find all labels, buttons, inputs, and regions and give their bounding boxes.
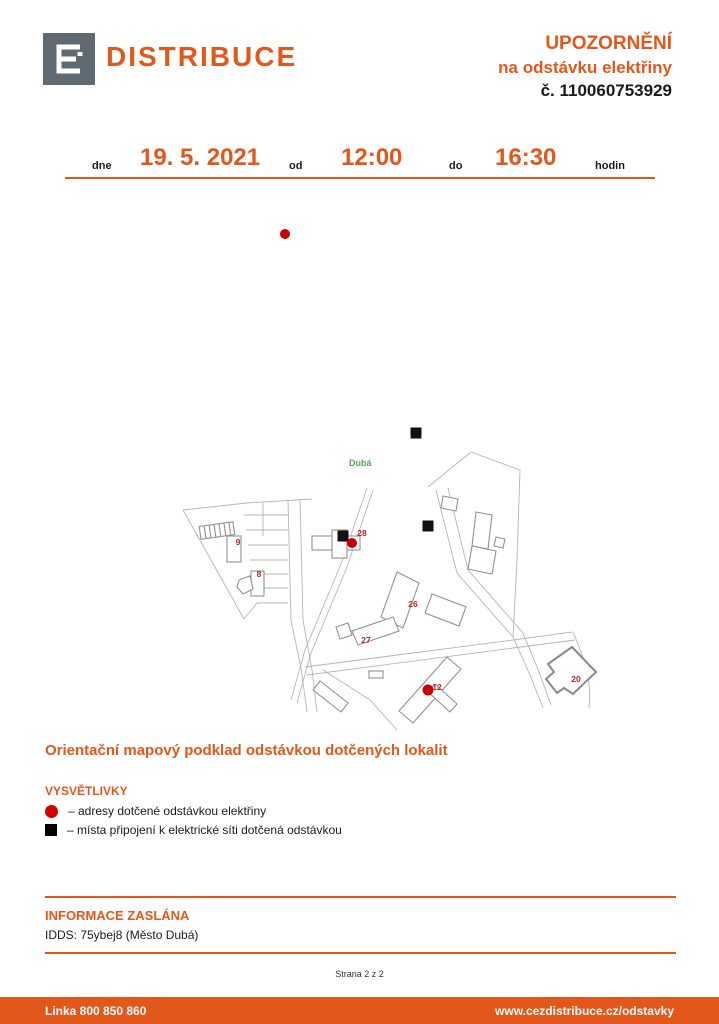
map-label-9: 9 xyxy=(235,537,241,547)
legend-title: VYSVĚTLIVKY xyxy=(45,784,128,798)
outage-schedule-row xyxy=(65,143,655,179)
legend-item-label: – adresy dotčené odstávkou elektřiny xyxy=(68,804,267,818)
outage-time-to: 16:30 xyxy=(495,144,557,171)
info-idds: IDDS: 75ybej8 (Město Dubá) xyxy=(45,928,199,942)
map-label-20: 20 xyxy=(571,674,581,684)
map-place-label: Dubá xyxy=(349,458,372,468)
black-square-marker xyxy=(423,521,434,532)
map-label-28: 28 xyxy=(357,528,367,538)
red-circle-icon xyxy=(45,805,58,818)
label-hodin: hodin xyxy=(595,160,625,172)
footer-phone: Linka 800 850 860 xyxy=(45,1003,147,1018)
connection-point-markers xyxy=(338,428,434,542)
label-do: do xyxy=(449,160,463,172)
map-caption: Orientační mapový podklad odstávkou dotčených lokalit xyxy=(45,742,448,759)
red-dot-marker xyxy=(280,229,290,239)
label-dne: dne xyxy=(92,160,112,172)
notice-title: UPOZORNĚNÍ xyxy=(545,33,672,54)
brand-name: DISTRIBUCE xyxy=(106,41,298,72)
map-label-27: 27 xyxy=(361,635,371,645)
black-square-marker xyxy=(411,428,422,439)
map-label-12: 12 xyxy=(432,682,442,692)
notice-title-block xyxy=(498,31,672,103)
map-label-8: 8 xyxy=(256,569,262,579)
label-od: od xyxy=(289,160,303,172)
notice-number: č. 110060753929 xyxy=(540,80,672,100)
black-square-marker xyxy=(338,531,349,542)
cez-logo-icon xyxy=(43,33,95,85)
cadastral-map-svg xyxy=(105,200,615,732)
outage-map xyxy=(105,200,615,732)
divider-top xyxy=(45,896,676,898)
info-sent-title: INFORMACE ZASLÁNA xyxy=(45,908,190,923)
footer-website: www.cezdistribuce.cz/odstavky xyxy=(495,1003,674,1018)
legend-item-label: – místa připojení k elektrické síti dotčená odstávkou xyxy=(67,823,342,837)
page-number: Strana 2 z 2 xyxy=(335,969,384,979)
map-label-26: 26 xyxy=(408,599,418,609)
black-square-icon xyxy=(45,824,57,836)
footer-bar xyxy=(0,997,719,1024)
notice-subtitle: na odstávku elektřiny xyxy=(498,57,672,77)
divider-bottom xyxy=(45,952,676,954)
outage-date: 19. 5. 2021 xyxy=(140,144,261,171)
legend-item-addresses xyxy=(45,803,266,819)
outage-time-from: 12:00 xyxy=(341,144,403,171)
legend-item-connections xyxy=(45,822,342,838)
red-dot-marker xyxy=(347,538,357,548)
